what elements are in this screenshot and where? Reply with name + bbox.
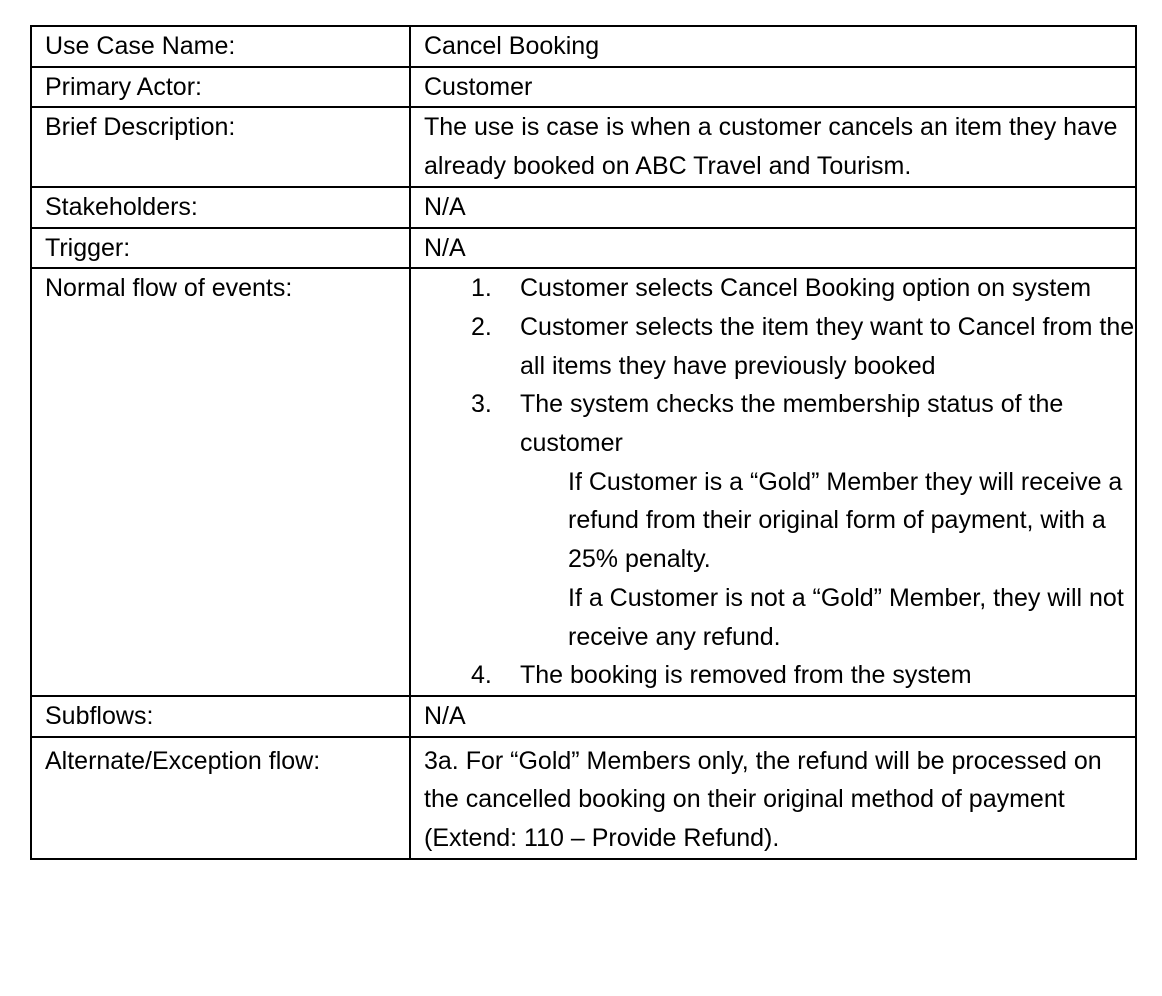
step-number: 3. [471,390,492,419]
primary-actor-label: Primary Actor: [31,67,410,108]
use-case-table [30,25,1137,860]
row-use-case-name [31,26,1136,67]
step-text: The booking is removed from the system [520,661,972,690]
row-stakeholders [31,187,1136,228]
use-case-name-label: Use Case Name: [31,26,410,67]
flow-step-4 [424,656,1135,695]
row-alternate-flow [31,737,1136,859]
step-3-subitem-not-gold: If a Customer is not a “Gold” Member, they will not receive any refund. [568,583,1124,651]
row-trigger [31,228,1136,269]
stakeholders-label: Stakeholders: [31,187,410,228]
alternate-flow-value: 3a. For “Gold” Members only, the refund will be processed on the cancelled booking on their original method of payment (Extend: 110 – Provide Refund). [410,737,1136,859]
brief-description-value: The use is case is when a customer cancels an item they have already booked on ABC Travel and Tourism. [410,107,1136,186]
row-subflows [31,696,1136,737]
row-normal-flow [31,268,1136,696]
alternate-flow-label: Alternate/Exception flow: [31,737,410,859]
step-text: The system checks the membership status of the customer [520,390,1064,458]
trigger-value: N/A [410,228,1136,269]
trigger-label: Trigger: [31,228,410,269]
subflows-label: Subflows: [31,696,410,737]
row-brief-description [31,107,1136,186]
normal-flow-value [410,268,1136,696]
step-number: 1. [471,274,492,303]
flow-step-3 [424,385,1135,656]
step-text: Customer selects Cancel Booking option on system [520,274,1092,303]
use-case-name-value: Cancel Booking [410,26,1136,67]
primary-actor-value: Customer [410,67,1136,108]
normal-flow-label: Normal flow of events: [31,268,410,696]
subflows-value: N/A [410,696,1136,737]
brief-description-label: Brief Description: [31,107,410,186]
flow-step-1 [424,269,1135,308]
step-number: 2. [471,312,492,341]
normal-flow-steps [424,269,1135,695]
step-number: 4. [471,661,492,690]
row-primary-actor [31,67,1136,108]
step-text: Customer selects the item they want to Cancel from the all items they have previously booked [520,312,1135,380]
stakeholders-value: N/A [410,187,1136,228]
step-3-subitem-gold: If Customer is a “Gold” Member they will receive a refund from their original form of payment, with a 25% penalty. [568,467,1123,574]
flow-step-2 [424,308,1135,385]
